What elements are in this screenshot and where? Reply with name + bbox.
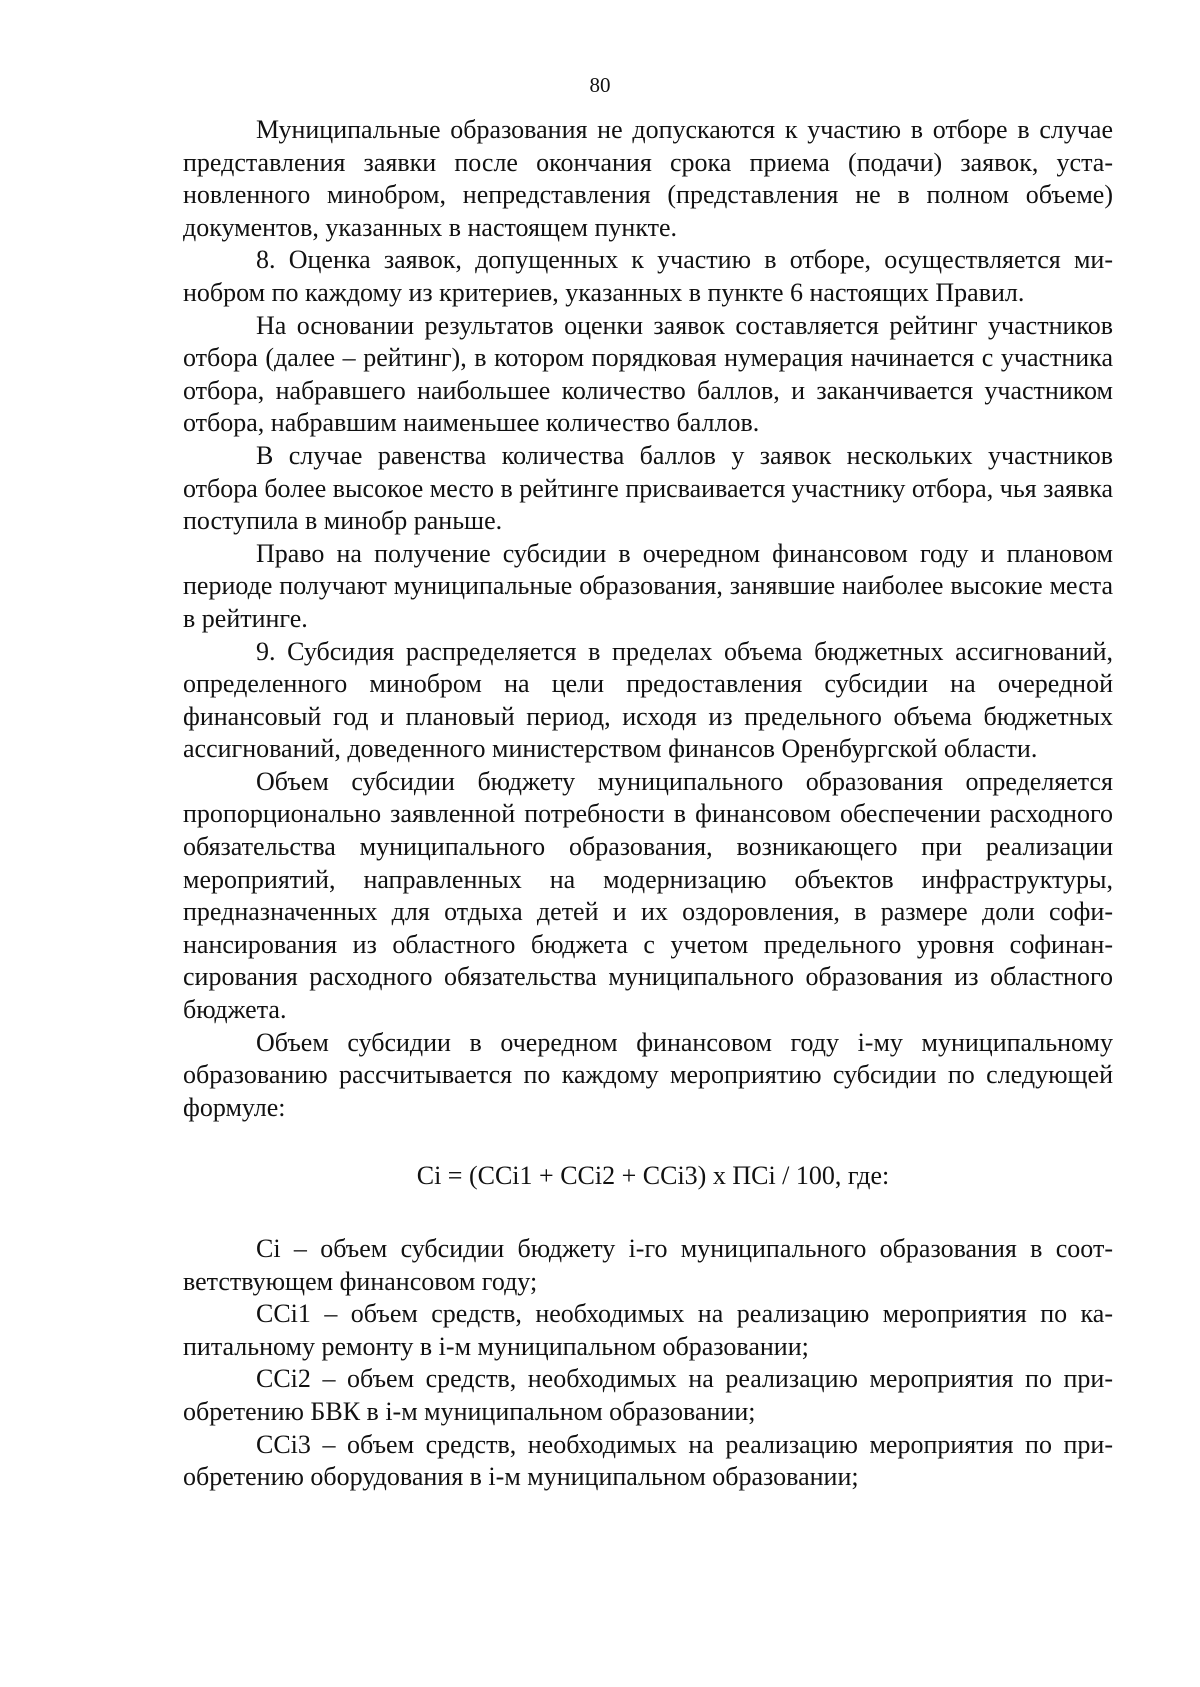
document-body <box>183 114 1113 1494</box>
definition-cci2: ССi2 – объем средств, необходимых на реализацию мероприятия по приобретению БВК в i-м муниципальном образовании; <box>183 1364 1113 1426</box>
definition-ci: Ci – объем субсидии бюджету i-го муниципального образования в соответствующем финансовом году; <box>183 1234 1113 1296</box>
paragraph-item-9-distribution: 9. Субсидия распределяется в пределах объема бюджетных ассигнований, определенного минобром на цели предоставления субсидии на очередной финансовый год и плановый период, исходя из предельного объема бюджетных ассигнований, доведенного министерством финансов Оренбургской области. <box>183 636 1113 764</box>
paragraph-subsidy-volume: Объем субсидии бюджету муниципального образования определяется пропорционально заявленной потребности в финансовом обеспечении расходного обязательства муниципального образования, возникающего при реализации мероприятий, направленных на модернизацию объектов инфраструктуры, предназначенных для отдыха детей и их оздоровления, в размере доли софинансирования из областного бюджета с учетом предельного уровня софинансирования расходного обязательства муниципального образования из областного бюджета. <box>183 766 1113 1025</box>
paragraph-exclusion-conditions: Муниципальные образования не допускаются к участию в отборе в случае представления заявки после окончания срока приема (подачи) заявок, установленного минобром, непредставления (представления не в полном объеме) документов, указанных в настоящем пункте. <box>183 115 1113 242</box>
page-number: 80 <box>589 73 611 97</box>
paragraph-formula-intro: Объем субсидии в очередном финансовом году i-му муниципальному образованию рассчитывается по каждому мероприятию субсидии по следующей формуле: <box>183 1027 1113 1122</box>
definition-cci3: ССi3 – объем средств, необходимых на реализацию мероприятия по приобретению оборудования в i-м муниципальном образовании; <box>183 1429 1113 1492</box>
paragraph-equal-scores: В случае равенства количества баллов у заявок нескольких участников отбора более высокое место в рейтинге присваивается участнику отбора, чья заявка поступила в минобр раньше. <box>183 440 1113 536</box>
subsidy-formula: Ci = (ССi1 + ССi2 + ССi3) х ПСi / 100, где: <box>416 1161 890 1191</box>
definition-cci1: ССi1 – объем средств, необходимых на реализацию мероприятия по капитальному ремонту в i-м муниципальном образовании; <box>183 1299 1113 1361</box>
paragraph-subsidy-right: Право на получение субсидии в очередном финансовом году и плановом периоде получают муниципальные образования, занявшие наиболее высокие места в рейтинге. <box>183 538 1113 633</box>
paragraph-item-8-evaluation: 8. Оценка заявок, допущенных к участию в отборе, осуществляется минобром по каждому из критериев, указанных в пункте 6 настоящих Правил. <box>183 245 1113 307</box>
paragraph-rating: На основании результатов оценки заявок составляется рейтинг участников отбора (далее – рейтинг), в котором порядковая нумерация начинается с участника отбора, набравшего наибольшее количество баллов, и заканчивается участником отбора, набравшим наименьшее количество баллов. <box>183 310 1113 438</box>
